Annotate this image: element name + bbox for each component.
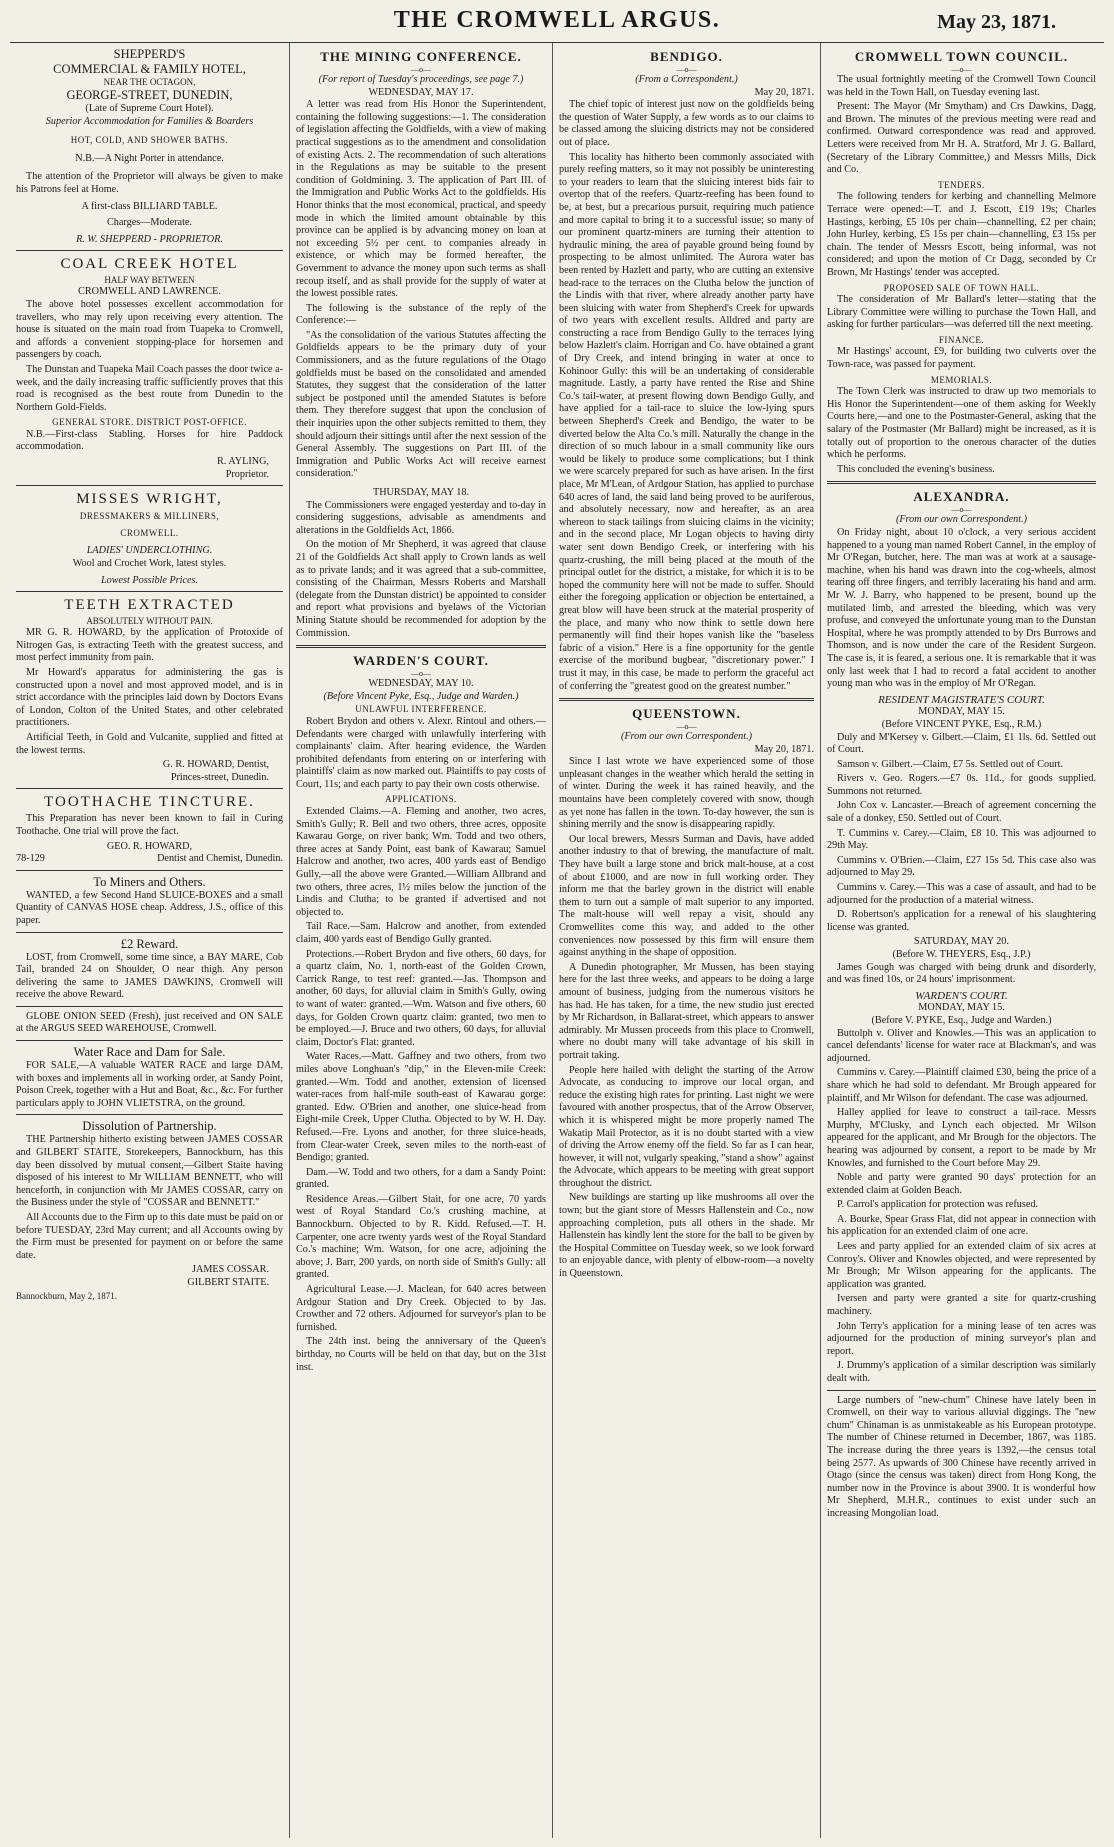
article-date: May 20, 1871. xyxy=(754,743,814,755)
article-paragraph: On the motion of Mr Shepherd, it was agreed that clause 21 of the Goldfields Act shall apply to Crown lands as well as to private lands; and it was agreed that a sub-committee, consisting of the Chairman, Messrs Roberts and Marshall (delegate from the Dunstan district) be appointed to consider and report what provisions and byelaws of the Victorian Mining Statute should be recommended for adoption by the Commission. xyxy=(296,539,546,639)
divider xyxy=(296,645,546,648)
article-paragraph: This concluded the evening's business. xyxy=(837,463,995,475)
article-heading: CROMWELL TOWN COUNCIL. xyxy=(854,49,1069,64)
article-heading: BENDIGO. xyxy=(650,49,723,64)
separator-ornament: —o— xyxy=(411,65,431,74)
divider xyxy=(16,1040,283,1041)
column-bendigo-queenstown xyxy=(553,43,821,1838)
ad-line: Charges—Moderate. xyxy=(107,217,192,229)
article-caption: FINANCE. xyxy=(938,334,985,345)
ad-toothache-tincture xyxy=(16,793,283,865)
ad-misses-wright xyxy=(16,490,283,587)
article-paragraph: J. Drummy's application of a similar description was similarly dealt with. xyxy=(827,1360,1096,1384)
article-heading: WARDEN'S COURT. xyxy=(353,653,489,669)
ad-heading: Water Race and Dam for Sale. xyxy=(73,1045,226,1060)
article-paragraph: Rivers v. Geo. Rogers.—£7 0s. 11d., for goods supplied. Summons not returned. xyxy=(827,773,1096,797)
article-paragraph: Extended Claims.—A. Fleming and another, two acres, Smith's Gully; R. Bell and two others, three acres, opposite Kawarau Gorge, on river bank; Wm. Todd and two others, three acres at Sandy Point, east bank of Kawarau; Samuel Halcrow and another, two acres, 400 yards east of Bendigo Gully,—all the above were Granted.—William Allbrand and two others, three acres, 1½ miles below the junction of the Lindis and Clutha; to be granted if advertised and not objected to. xyxy=(296,806,546,918)
article-paragraph: The usual fortnightly meeting of the Cromwell Town Council was held in the Town Hall, on Tuesday evening last. xyxy=(827,74,1096,98)
ad-onion-seed xyxy=(16,1011,283,1036)
ad-footer xyxy=(16,853,283,866)
ad-signature: G. R. HOWARD, Dentist, xyxy=(162,759,269,771)
separator-ornament: —o— xyxy=(951,65,972,74)
article-paragraph: The following is the substance of the reply of the Conference:— xyxy=(296,302,546,327)
article-paragraph: Tail Race.—Sam. Halcrow and another, from extended claim, 400 yards east of Bendigo Gully granted. xyxy=(296,921,546,945)
ad-line: HOT, COLD, AND SHOWER BATHS. xyxy=(70,135,229,146)
article-subheading: (From our own Correspondent.) xyxy=(620,731,753,743)
columns xyxy=(10,43,1104,1838)
article-date: THURSDAY, MAY 18. xyxy=(372,487,470,498)
ad-to-miners xyxy=(16,875,283,928)
article-paragraph: Agricultural Lease.—J. Maclean, for 640 acres between Ardgour Station and Dry Creek. Objected to by Jas. Crowther and 72 others. Adjourned for surveyor's plan to be furnished. xyxy=(296,1284,546,1333)
divider xyxy=(16,591,283,592)
article-paragraph: P. Carrol's application for protection was refused. xyxy=(837,1199,1039,1211)
ad-line: Superior Accommodation for Families & Boarders xyxy=(45,115,254,127)
article-paragraph: Samson v. Gilbert.—Claim, £7 5s. Settled out of Court. xyxy=(837,758,1063,770)
ad-line: GENERAL STORE. DISTRICT POST-OFFICE. xyxy=(52,417,247,428)
article-paragraph: Cummins v. Carey.—This was a case of assault, and had to be adjourned for the production of a material witness. xyxy=(827,882,1096,906)
article-date: WEDNESDAY, MAY 10. xyxy=(368,678,474,690)
ad-signature: GEO. R. HOWARD, xyxy=(106,840,193,852)
divider xyxy=(16,250,283,251)
ad-line: CROMWELL. xyxy=(120,527,179,538)
article-caption: MEMORIALS. xyxy=(930,374,993,385)
article-paragraph: Cummins v. Carey.—Plaintiff claimed £30, being the price of a share which he had sold to defendant. Mr Brough appeared for plaintiff, and Mr Wilson for defendant. The case was adjourned. xyxy=(827,1067,1096,1104)
article-paragraph: James Gough was charged with being drunk and disorderly, and was fined 10s, or 24 hours' imprisonment. xyxy=(827,961,1096,986)
ad-line: MISSES WRIGHT, xyxy=(76,491,223,508)
article-paragraph: A. Bourke, Spear Grass Flat, did not appear in connection with his application for an extended claim of one acre. xyxy=(827,1213,1096,1238)
article-paragraph: Present: The Mayor (Mr Smytham) and Crs Dawkins, Dagg, and Brown. The minutes of the previous meeting were read and confirmed. Outward correspondence was read and approved. Letters were received from Mr H. A. Stratford, Mr J. G. Ballard, (Secretary of the Library Committee,) and Messrs Mills, Dick and Co. xyxy=(827,101,1096,176)
article-caption: PROPOSED SALE OF TOWN HALL. xyxy=(883,282,1040,293)
article-date: MONDAY, MAY 15. xyxy=(918,1002,1005,1014)
ad-text: MR G. R. HOWARD, by the application of Protoxide of Nitrogen Gas, is extracting Teeth with the greatest success, and most perfect immunity from pain. xyxy=(16,627,283,664)
article-heading: THE MINING CONFERENCE. xyxy=(320,49,522,64)
ad-text: Mr Howard's apparatus for administering the gas is constructed upon a novel and most approved model, and is in strict accordance with the principles laid down by Doctors Evans of London, Colton of the United States, and other celebrated practitioners. xyxy=(16,667,283,729)
ad-line: TEETH EXTRACTED xyxy=(64,597,235,614)
article-paragraph: "As the consolidation of the various Statutes affecting the Goldfields appears to be the primary duty of your Commissioners, and as the future regulations of the Otago goldfields must be based on the consolidated and amended Statutes, they suggest that the consideration of the latter subject be postponed until the amended Statutes is before them. They therefore suggest that upon the conclusion of their inquiries upon the other subjects remitted to them, they should adjourn their sittings until after the next session of the General Assembly. The suggestions on Part III. of the Immigration and Public Works Act will receive earnest consideration." xyxy=(296,329,546,480)
article-paragraph: D. Robertson's application for a renewal of his slaughtering license was granted. xyxy=(827,909,1096,933)
article-paragraph: Halley applied for leave to construct a tail-race. Messrs Murphy, M'Clusky, and Lynch each objected. Mr Wilson appeared for the applicant, and Mr Brough for the objectors. The hearing was adjourned by consent, a report to be made by Mr Knowles, and furnished to the Court before May 29. xyxy=(827,1107,1096,1169)
article-paragraph: The chief topic of interest just now on the goldfields being the question of Water Supply, a few words as to our claims to be classed among the sluicing districts may not be considered out of place. xyxy=(559,99,814,148)
article-paragraph: Robert Brydon and others v. Alexr. Rintoul and others.—Defendants were charged with unlawfully interfering with complainants' claim. After hearing evidence, the Warden prohibited defendants from entering on or interfering with plaintiffs' claim as now marked out. Plaintiffs to pay costs of Court, 11s; and each party to pay their own costs otherwise. xyxy=(296,715,546,790)
article-paragraph: Buttolph v. Oliver and Knowles.—This was an application to cancel defendants' license for water race at Blackman's, and was adjourned. xyxy=(827,1027,1096,1064)
ad-signature: Proprietor. xyxy=(225,468,269,480)
ad-signature: R. AYLING, xyxy=(217,456,269,468)
article-date: SATURDAY, MAY 20. xyxy=(914,936,1009,948)
divider xyxy=(16,788,283,789)
article-subheading: (From a Correspondent.) xyxy=(635,74,738,85)
article-paragraph: The Town Clerk was instructed to draw up two memorials to His Honor the Superintendent—one of them asking for Weekly Courts here,—and one to the Postmaster-General, asking that the salary of the Postmaster (Mr Ballard) might be increased, as it is totally out of proportion to the onerous character of the duties which he performs. xyxy=(827,386,1096,461)
ad-line: ABSOLUTELY WITHOUT PAIN. xyxy=(86,616,213,627)
article-paragraph: Cummins v. O'Brien.—Claim, £27 15s 5d. This case also was adjourned to May 29. xyxy=(827,854,1096,879)
ad-footer: Bannockburn, May 2, 1871. xyxy=(16,1290,117,1301)
ad-line: Wool and Crochet Work, latest styles. xyxy=(72,558,227,570)
separator-ornament: —o— xyxy=(411,669,431,679)
divider xyxy=(16,870,283,871)
ad-text: Artificial Teeth, in Gold and Vulcanite, supplied and fitted at the lowest terms. xyxy=(16,731,283,756)
newspaper-title: THE CROMWELL ARGUS. xyxy=(393,7,721,33)
article-subheading: (For report of Tuesday's proceedings, see page 7.) xyxy=(318,74,524,85)
divider xyxy=(16,1114,283,1115)
ad-line: DRESSMAKERS & MILLINERS, xyxy=(79,511,220,522)
ad-teeth-extracted xyxy=(16,596,283,784)
ad-line: CROMWELL AND LAWRENCE. xyxy=(78,286,221,298)
column-town-council xyxy=(821,43,1102,1838)
ad-line: HALF WAY BETWEEN xyxy=(104,275,195,286)
article-heading: WARDEN'S COURT. xyxy=(915,989,1008,1002)
ad-text: WANTED, a few Second Hand SLUICE-BOXES and a small Quantity of CANVAS HOSE cheap. Address, J.S., office of this paper. xyxy=(16,889,283,926)
article-paragraph: New buildings are starting up like mushrooms all over the town; but the giant store of Messrs Hallenstein and Co., now approaching completion, puts all others in the shade. Mr Hallenstein has kindly lent the store for the ball to be given by the Hospital Committee on Tuesday week, so we look forward to an enjoyable dance, with plenty of elbow-room—a novelty in Queenstown. xyxy=(559,1192,814,1280)
article-heading: QUEENSTOWN. xyxy=(632,706,741,722)
separator-ornament: —o— xyxy=(951,505,972,515)
ad-line: R. W. SHEPPERD - PROPRIETOR. xyxy=(76,233,223,245)
article-paragraph: A letter was read from His Honor the Superintendent, containing the following suggestions:—1. The consideration of legislation affecting the Goldfields, with a view of making practical suggestions as to the amendment and consolidation of existing Acts. 2. The recommendation of such alterations in the Regulations as may be suitable to the present condition of Goldmining. 3. The application of Part III. of the Immigration and Public Works Act to the goldfields. His Honor thinks that the most economical, practical, and speedy mode in which the limited amount obtainable by this province can be applied is by advancing money on loan at not exceeding 5½ per cent. to companies already in existence, or which may be formed hereafter, the Government to advance the money upon such terms as shall recoup itself, and as shall provide for the supply of water at the lowest possible rates. xyxy=(296,99,546,300)
article-caption: APPLICATIONS. xyxy=(385,794,457,805)
ad-line: NEAR THE OCTAGON, xyxy=(103,77,196,87)
ad-coal-creek-hotel xyxy=(16,255,283,481)
masthead xyxy=(10,6,1104,43)
separator-ornament: —o— xyxy=(676,722,697,732)
ad-line: LADIES' UNDERCLOTHING. xyxy=(86,545,213,557)
ad-heading: To Miners and Others. xyxy=(93,874,206,889)
article-paragraph: Iversen and party were granted a site for quartz-crushing machinery. xyxy=(827,1293,1096,1318)
article-caption: UNLAWFUL INTERFERENCE. xyxy=(355,704,487,715)
ad-text: N.B.—First-class Stabling. Horses for hire Paddock accommodation. xyxy=(16,428,283,453)
article-date: MONDAY, MAY 15. xyxy=(918,706,1005,718)
ad-number: 78-129 xyxy=(16,853,45,865)
article-subheading: (Before V. PYKE, Esq., Judge and Warden.) xyxy=(871,1014,1052,1026)
article-paragraph: Water Races.—Matt. Gaffney and two others, from two miles above Longhuan's "dip," in the Eleven-mile Creek: granted.—Wm. Todd and another, extension of licensed water-races from half-mile south-east of Kawarau gorge: granted. Edw. O'Brien and another, one sluice-head from Eight-mile Creek, Upper Clutha. Objected to by W. H. Day. Refused.—Fre. Lyons and another, for three sluice-heads, from Clear-water Creek, seven miles to the north-east of Bendigo; granted. xyxy=(296,1051,546,1164)
article-paragraph: Lees and party applied for an extended claim of six acres at Conroy's. Oliver and Knowles objected, and were represented by Mr Brough; Mr Wilson appearing for the applicants. The application was granted. xyxy=(827,1241,1096,1290)
article-paragraph: Since I last wrote we have experienced some of those unpleasant changes in the weather which herald the setting in of winter. During the week it has rained heavily, and the mountains have been completely covered with snow, though as yet none has fallen in the town. To-day however, the sun is shining merrily and the snow is disappearing rapidly. xyxy=(559,756,814,831)
article-subheading: (Before VINCENT PYKE, Esq., R.M.) xyxy=(881,718,1042,730)
article-paragraph: The consideration of Mr Ballard's letter—stating that the Library Committee were willing to purchase the Town Hall, and asking for further particulars—was deferred till the next meeting. xyxy=(827,294,1096,331)
ad-line: COAL CREEK HOTEL xyxy=(60,256,239,273)
article-paragraph: T. Cummins v. Carey.—Claim, £8 10. This was adjourned to 29th May. xyxy=(827,827,1096,852)
ad-heading: Dissolution of Partnership. xyxy=(82,1119,217,1134)
article-paragraph: The following tenders for kerbing and channelling Melmore Terrace were opened:—T. and J. Escott, £19 19s; Charles Hastings, kerbing, £5 10s per chain—channelling, £2 per chain; John Hurley, kerbing, £5 15s per chain—channelling, £3 15s per chain. The tender of Messrs Escott, being informal, was not considered; and upon the motion of Cr Dagg, seconded by Cr Brown, Mr Hastings' tender was accepted. xyxy=(827,191,1096,278)
ad-text: The Dunstan and Tuapeka Mail Coach passes the door twice a-week, and the daily increasing traffic sufficiently proves that this road is recognised as the best route from Dunedin to the Northern Gold-Fields. xyxy=(16,363,283,413)
divider xyxy=(559,698,814,701)
ad-water-race xyxy=(16,1045,283,1110)
ad-reward xyxy=(16,937,283,1002)
article-paragraph: John Terry's application for a mining lease of ten acres was adjourned for the production of mining surveyor's plan and report. xyxy=(827,1320,1096,1357)
article-paragraph: This locality has hitherto been commonly associated with purely reefing matters, so it may not possibly be uninteresting to your readers to learn that the sluicing interest bids fair to overtop that of the reefers. Quartz-reefing has been found to be, at best, but a precarious pursuit, requiring much patience and more capital to bring it to a successful issue; so many of our prominent quartz-miners are turning their attention to hydraulic mining, the area of payable ground being found by prospecting to be almost unlimited. The Aurora water has been rented by Hazlett and party, who are cutting an extensive head-race to the terraces on the Clutha below the junction of the Lindis with that river, where already another party have been sluicing with water from Shepherd's Creek for upwards of two years with excellent results. Alldred and party are constructing a race from Bendigo Gully to the terraces lying below Hazlett's claim. Horrigan and Co. have obtained a grant of Dry Creek, and intend bringing in water at once to Kohinoor Gully: this will be an undertaking of considerable magnitude. Lastly, a party have rented the Rise and Shine Co.'s tail-water, at present flowing down Bendigo Gully, and have applied for a tail-race to sluice the low-lying spurs between Shepherd's Creek and Bendigo, the water to be diverted below the Alta Co.'s mill. Naturally the change in the direction of so much labour in a small community like ours would be likely to produce some complications; but I think we were scarcely prepared for such as have arisen. In the first place, Mr M'Lean, of Ardgour Station, has applied to purchase 640 acres of land, the said land being proved to be auriferous, and absolutely necessary, now and hereafter, as an area whereon to stack tailings from sluicing claims in the vicinity; and in the second place, Mr Logan objects to having dirty water sent down Bendigo Creek, or interfering with his quartz-crushing, the mill being placed at the mouth of the principal outlet for the district, a mistake, for which it is to be hoped the community here will not be made to suffer. Should either the foregoing application or objection be entertained, a great blow will have been struck at the material prosperity of the place, and many who now think to settle down here permanently will find their hopes vanish like the "baseless fabric of a vision." Here is a fine opportunity for the gentle exercise of the moribund bugbear, "discretionary power." I trust it may, in this case, be made to perform the graceful act of conferring the "greatest good on the greatest number." xyxy=(559,151,814,692)
article-heading: ALEXANDRA. xyxy=(913,489,1010,505)
column-mining-conference xyxy=(290,43,553,1838)
ad-line: TOOTHACHE TINCTURE. xyxy=(44,794,255,811)
article-caption: TENDERS. xyxy=(938,179,985,190)
article-paragraph: People here hailed with delight the starting of the Arrow Advocate, as conducing to improve our local organ, and reduce the existing high rates for printing. Last night we were favoured with another prospectus, that of the Arrow Observer, which it is whispered might be more properly named The Wakatip Mail Protector, as it is no doubt started with a view of driving the Arrow enemy off the field. So far as I can hear, however, it will not, vulgarly speaking, "stand a show" against the Advocate, which appears to be meeting with great support throughout the district. xyxy=(559,1064,814,1189)
article-paragraph: Mr Hastings' account, £9, for building two culverts over the Town-race, was passed for payment. xyxy=(827,346,1096,371)
ad-signature: JAMES COSSAR. xyxy=(192,1264,269,1276)
ad-signature: Princes-street, Dunedin. xyxy=(170,771,269,783)
article-subheading: (Before Vincent Pyke, Esq., Judge and Warden.) xyxy=(323,690,519,702)
ad-text: This Preparation has never been known to fail in Curing Toothache. One trial will prove the fact. xyxy=(16,813,283,837)
divider xyxy=(827,481,1096,484)
ad-heading: £2 Reward. xyxy=(120,936,179,951)
ad-text: The above hotel possesses excellent accommodation for travellers, who may rely upon receiving every attention. The house is situated on the main road from Tuapeka to Cromwell, and affords a convenient stopping-place for horsemen and passengers by coach. xyxy=(16,298,283,361)
ad-dissolution xyxy=(16,1119,283,1302)
separator-ornament: —o— xyxy=(676,65,697,74)
ad-text: GLOBE ONION SEED (Fresh), just received and ON SALE at the ARGUS SEED WAREHOUSE, Cromwell. xyxy=(16,1010,283,1035)
article-date: May 20, 1871. xyxy=(754,86,814,98)
article-subheading: (Before W. THEYERS, Esq., J.P.) xyxy=(892,949,1031,960)
ad-text: THE Partnership hitherto existing between JAMES COSSAR and GILBERT STAITE, Storekeepers, Bannockburn, has this day been dissolved by mutual consent,—Gilbert Staite having disposed of his interest to Mr WILLIAM BENNETT, who will henceforth, in conjunction with Mr JAMES COSSAR, carry on the Business under the style of "COSSAR and BENNETT." xyxy=(16,1134,283,1209)
article-paragraph: Large numbers of "new-chum" Chinese have lately been in Cromwell, on their way to various alluvial diggings. The "new chum" Chinaman is as unmistakeable as his European prototype. The number of Chinese returned in December, 1867, was 1185. The increase during the three years is 1392,—the census total being 2577. As upwards of 300 Chinese have recently arrived in Otago (since the census was taken) direct from Hong Kong, the number now in the Province is about 3900. It is wonderful how Mr Shepherd, M.H.R., continues to exist under such an increasing Mongolian load. xyxy=(827,1394,1096,1519)
ad-shepperds-hotel xyxy=(16,47,283,246)
article-paragraph: The Commissioners were engaged yesterday and to-day in considering suggestions, advisable as amendments and alterations in the Goldfields Act, 1866. xyxy=(296,499,546,536)
ad-text: LOST, from Cromwell, some time since, a BAY MARE, Cob Tail, branded 24 on Shoulder, O near thigh. Any person delivering the same to JAMES DAWKINS, Cromwell will receive the above Reward. xyxy=(16,951,283,1001)
article-paragraph: Noble and party were granted 90 days' protection for an extended claim at Golden Beach. xyxy=(827,1172,1096,1196)
ad-signature: GILBERT STAITE. xyxy=(187,1276,269,1288)
article-paragraph: Protections.—Robert Brydon and five others, 60 days, for a quartz claim, No. 1, north-east of the Golden Crown, Carrick Range, to test reef: granted.—Jas. Thompson and another, 60 days, for alluvial claim in Smith's Gully, owing to want of water: granted.—Wm. Watson and five others, 60 days, for Golden Crown quartz claim: granted, two men to be employed.—J. Bruce and two others, 60 days, for alluvial claim, Doctor's Flat: granted. xyxy=(296,948,546,1048)
ad-line: GEORGE-STREET, DUNEDIN, xyxy=(66,88,233,102)
ad-line: N.B.—A Night Porter in attendance. xyxy=(75,152,224,164)
ad-line: COMMERCIAL & FAMILY HOTEL, xyxy=(53,62,246,76)
ad-line: A first-class BILLIARD TABLE. xyxy=(81,200,218,212)
ad-text: The attention of the Proprietor will always be given to make his Patrons feel at Home. xyxy=(16,171,283,195)
issue-date: May 23, 1871. xyxy=(937,11,1056,33)
article-paragraph: Our local brewers, Messrs Surman and Davis, have added another industry to that of brewing, the manufacture of malt. They have built a large stone and brick malt-house, at a cost of about £1000, and are now in full working order. They inform me that the barley grown in the district will enable them to turn out a sample of malt superior to any imported. The malt-house will well repay a visit, should any Cromwellites come this way, and added to the other conveniences now possessed by this firm will ensure them against anything in the shape of opposition. xyxy=(559,833,814,959)
article-paragraph: The 24th inst. being the anniversary of the Queen's birthday, no Courts will be held on that day, but on the 31st inst. xyxy=(296,1336,546,1373)
article-date: WEDNESDAY, MAY 17. xyxy=(368,86,474,98)
article-paragraph: John Cox v. Lancaster.—Breach of agreement concerning the sale of a donkey, £50. Settled out of Court. xyxy=(827,800,1096,825)
ad-signature: Dentist and Chemist, Dunedin. xyxy=(157,853,283,865)
article-paragraph: A Dunedin photographer, Mr Mussen, has been staying here for the last three weeks, and appears to be doing a large amount of business, judging from the numerous visitors he has had. He has taken, for a time, the new studio just erected by Mr Richardson, in Ballarat-street, which appears to answer admirably. Mr Mussen proceeds from this place to Cromwell, where no doubt many will take advantage of his skill in portrait taking. xyxy=(559,961,814,1061)
divider xyxy=(16,1006,283,1007)
ad-text: FOR SALE,—A valuable WATER RACE and large DAM, with boxes and implements all in working order, at Sandy Point, Poison Creek, together with a Hut and Boat, &c., &c. For further particulars apply to JOHN VLIETSTRA, on the ground. xyxy=(16,1060,283,1109)
ad-line: (Late of Supreme Court Hotel). xyxy=(85,103,214,114)
divider xyxy=(827,1390,1096,1391)
ad-text: All Accounts due to the Firm up to this date must be paid on or before TUESDAY, 23rd May current; and all Accounts owing by the Firm must be presented for payment on or before the same date. xyxy=(16,1212,283,1261)
ad-line: Lowest Possible Prices. xyxy=(100,574,199,586)
divider xyxy=(16,485,283,486)
article-paragraph: Residence Areas.—Gilbert Stait, for one acre, 70 yards west of Royal Standard Co.'s crushing machine, at Bannockburn. Objected to by R. Kidd. Refused.—T. H. Carpenter, one acre twenty yards west of the Royal Standard Co.'s machine; Wm. Watson, for one acre, adjoining the above; J. Barr, 200 yards, on north side of Smith's Gully: all granted. xyxy=(296,1193,546,1281)
ad-line: SHEPPERD'S xyxy=(113,47,186,61)
divider xyxy=(16,932,283,933)
column-advertisements xyxy=(10,43,290,1838)
article-paragraph: Dam.—W. Todd and two others, for a dam a Sandy Point: granted. xyxy=(296,1166,546,1191)
article-heading: RESIDENT MAGISTRATE'S COURT. xyxy=(878,693,1045,706)
article-paragraph: Duly and M'Kersey v. Gilbert.—Claim, £1 1ls. 6d. Settled out of Court. xyxy=(827,731,1096,756)
article-paragraph: On Friday night, about 10 o'clock, a very serious accident happened to a young man named Robert Cannel, in the employ of Mr O'Regan, butcher, here. The man was at work at a sausage-machine, when his hand was drawn into the cog-wheels, almost tearing off three fingers, and terribly lacerating his hand and arm. Mr W. J. Barry, who happened to be present, bound up the mutilated limb, and arrested the bleeding, which was very profuse, and conveyed the unfortunate young man to the Dunstan Hospital, where he was promptly attended to by Drs Burrows and Thomson, and is now under the care of the Resident Surgeon. The case is, it is feared, a serious one. It is remarkable that it was only last week that I had to record a fatal accident to another young man who was in the employ of Mr O'Regan. xyxy=(827,527,1096,690)
article-subheading: (From our own Correspondent.) xyxy=(895,514,1028,526)
